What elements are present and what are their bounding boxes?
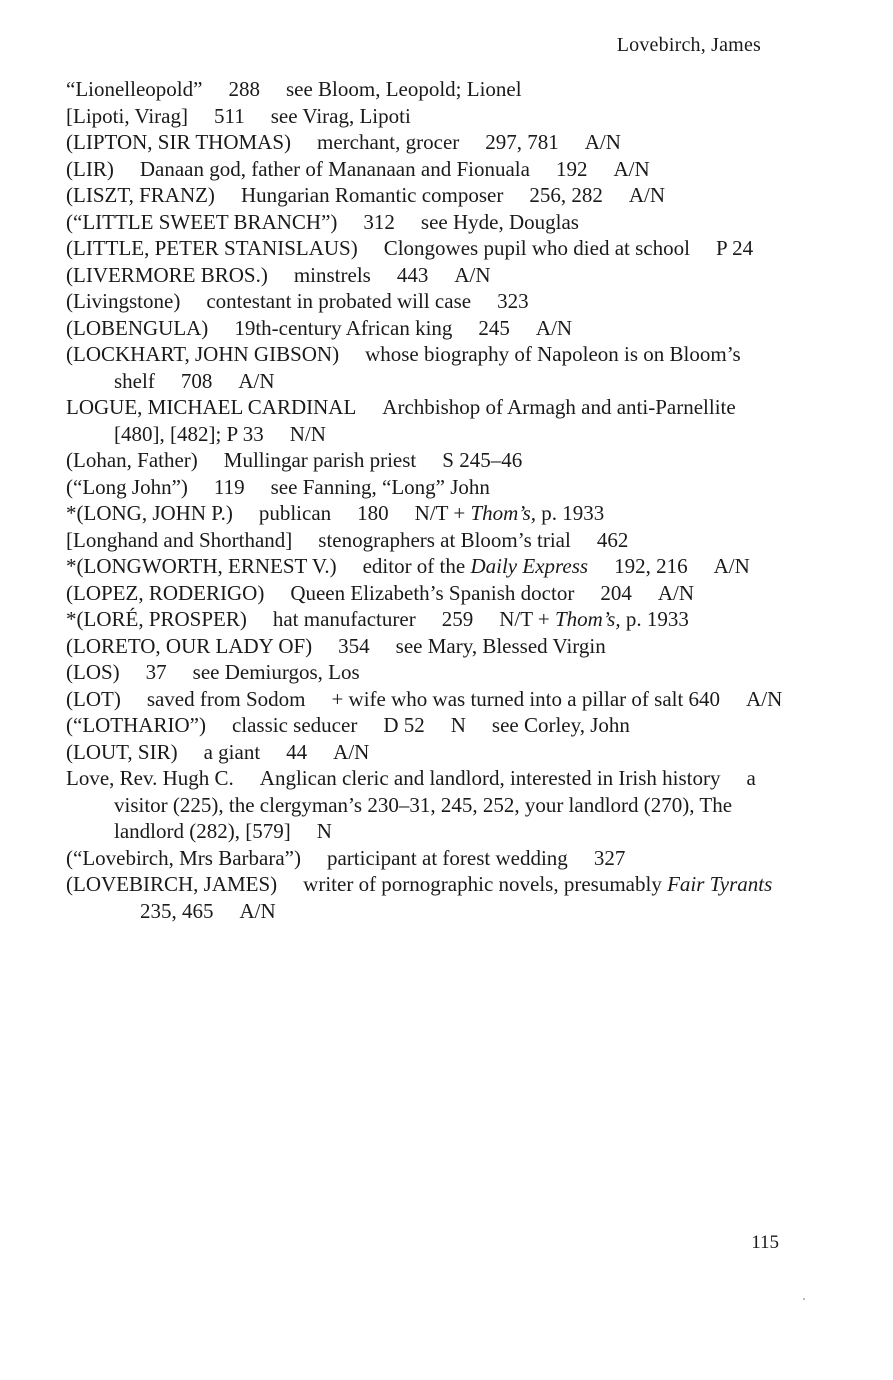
index-entry: LOGUE, MICHAEL CARDINAL Archbishop of Armagh and anti-Parnellite[480], [482]; P 33 N/N — [66, 395, 736, 446]
index-entry: (LIPTON, SIR THOMAS) merchant, grocer 297, 781 A/N — [66, 130, 621, 154]
index-entry: *(LONGWORTH, ERNEST V.) editor of the Daily Express 192, 216 A/N — [66, 554, 750, 578]
index-entry: (LIR) Danaan god, father of Mananaan and Fionuala 192 A/N — [66, 156, 650, 181]
index-entry: [Longhand and Shorthand] stenographers at Bloom’s trial 462 — [66, 527, 629, 552]
page-number: 115 — [751, 1232, 779, 1253]
index-entry: (LITTLE, PETER STANISLAUS) Clongowes pupil who died at school P 24 — [66, 236, 754, 260]
index-entry: (LOT) saved from Sodom + wife who was turned into a pillar of salt 640 A/N — [66, 686, 783, 711]
index-entry: (LOPEZ, RODERIGO) Queen Elizabeth’s Spanish doctor 204 A/N — [66, 580, 694, 605]
index-entry: *(LORÉ, PROSPER) hat manufacturer 259 N/T + Thom’s, p. 1933 — [66, 607, 689, 631]
index-entries — [66, 76, 786, 924]
scan-speck — [803, 1298, 805, 1300]
index-entry: Love, Rev. Hugh C. Anglican cleric and landlord, interested in Irish history a visitor (225), the clergyman’s 230–31, 245, 252, your landlord (270), The landlord (282), [579] N — [66, 766, 756, 843]
index-entry: (Livingstone) contestant in probated will case 323 — [66, 289, 529, 313]
index-entry: (“LOTHARIO”) classic seducer D 52 N see Corley, John — [66, 713, 630, 737]
index-entry: [Lipoti, Virag] 511 see Virag, Lipoti — [66, 103, 411, 128]
index-entry: (LOBENGULA) 19th-century African king 245 A/N — [66, 315, 573, 340]
index-entry: (LIVERMORE BROS.) minstrels 443 A/N — [66, 262, 491, 287]
index-entry: (LORETO, OUR LADY OF) 354 see Mary, Blessed Virgin — [66, 633, 606, 658]
index-entry: (LISZT, FRANZ) Hungarian Romantic composer 256, 282 A/N — [66, 183, 666, 207]
index-entry: *(LONG, JOHN P.) publican 180 N/T + Thom’s, p. 1933 — [66, 501, 605, 525]
running-head: Lovebirch, James — [616, 34, 761, 56]
index-entry: (“LITTLE SWEET BRANCH”) 312 see Hyde, Douglas — [66, 209, 579, 234]
index-entry: “Lionelleopold” 288 see Bloom, Leopold; Lionel — [66, 77, 522, 101]
index-entry: (Lohan, Father) Mullingar parish priest S 245–46 — [66, 448, 523, 472]
index-entry: (“Long John”) 119 see Fanning, “Long” John — [66, 474, 490, 499]
index-entry: (LOVEBIRCH, JAMES) writer of pornographic novels, presumably Fair Tyrants235, 465 A/N — [66, 872, 773, 923]
index-entry: (LOUT, SIR) a giant 44 A/N — [66, 739, 370, 764]
index-entry: (LOS) 37 see Demiurgos, Los — [66, 660, 360, 684]
index-entry: (LOCKHART, JOHN GIBSON) whose biography of Napoleon is on Bloom’s shelf 708 A/N — [66, 342, 741, 393]
index-entry: (“Lovebirch, Mrs Barbara”) participant at forest wedding 327 — [66, 845, 626, 870]
